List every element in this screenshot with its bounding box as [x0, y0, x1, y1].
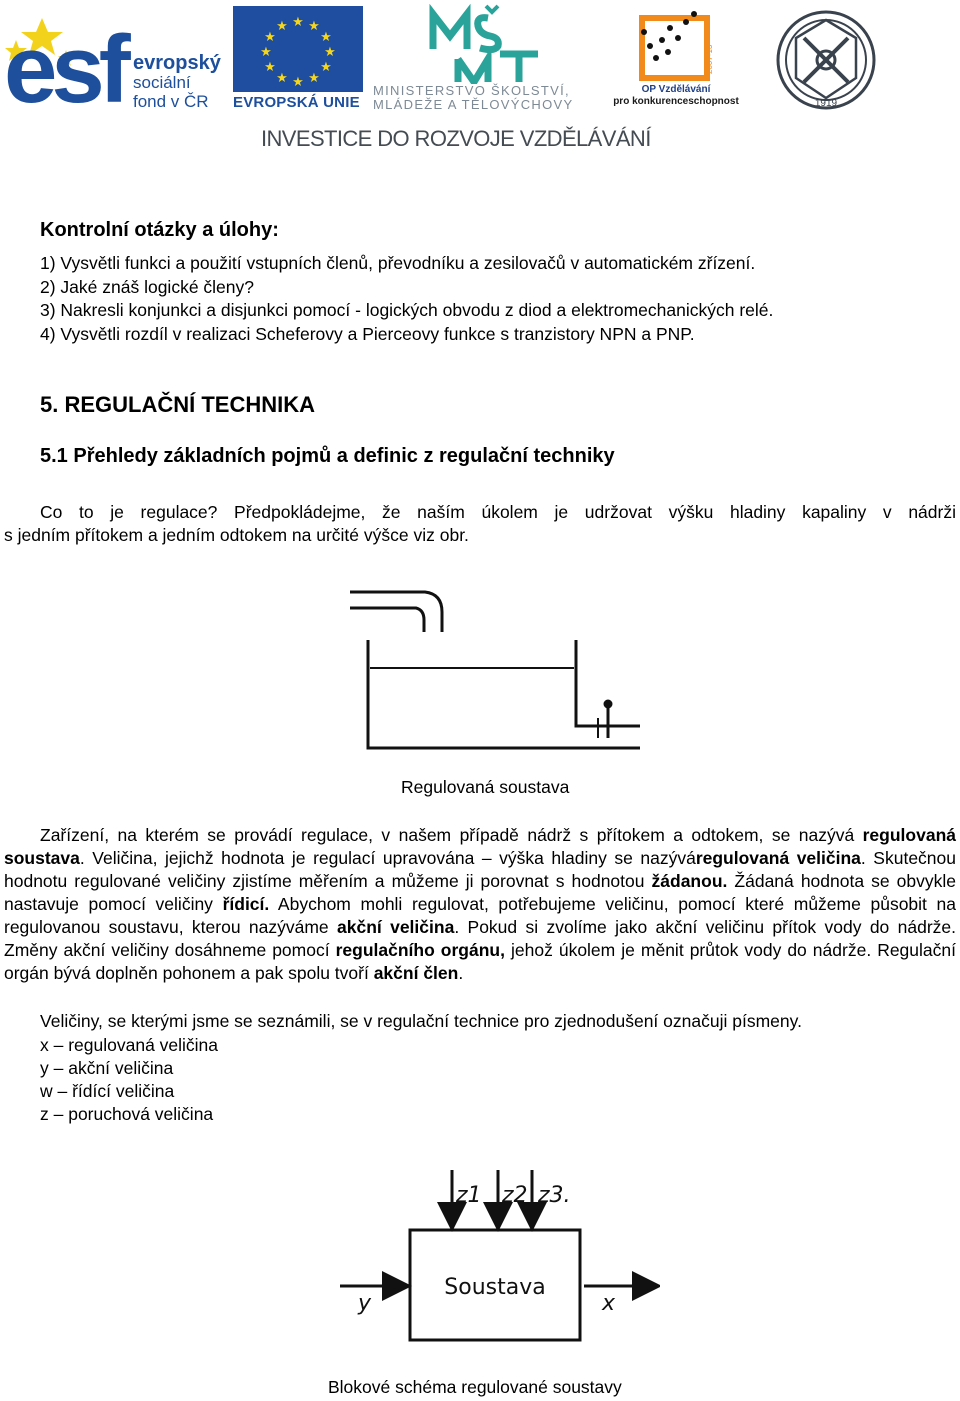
svg-text:★: ★ [292, 74, 304, 89]
chapter-title: 5. REGULAČNÍ TECHNIKA [40, 392, 316, 417]
esf-line-1: evropský [133, 52, 221, 74]
z3-label: z3. [538, 1183, 571, 1208]
svg-text:★: ★ [264, 59, 276, 74]
question-item: 3) Nakresli konjunkci a disjunkci pomocí - logických obvodu z diod a elektromechanických relé. [40, 300, 774, 320]
msmt-line-2: MLÁDEŽE A TĚLOVÝCHOVY [373, 97, 574, 112]
svg-text:★: ★ [276, 70, 288, 85]
seal-year: 1919 [814, 98, 838, 109]
intro-line-1-text: Co to je regulace? Předpokládejme, že naším úkolem je udržovat výšku hladiny kapaliny v nádrži [40, 502, 956, 522]
op-line-2: pro konkurenceschopnost [613, 96, 739, 107]
svg-text:★: ★ [276, 18, 288, 33]
symbol-item: y – akční veličina [40, 1058, 174, 1078]
symbol-list [40, 1034, 218, 1126]
inflow-pipe-inner [350, 608, 424, 632]
z2-label: z2 [502, 1183, 528, 1208]
tank-wall [368, 640, 640, 748]
inflow-pipe [350, 592, 442, 632]
msmt-logo-icon [428, 4, 548, 84]
eu-flag-icon [233, 6, 363, 92]
y-label: y [358, 1291, 372, 1316]
esf-wordmark: esf [4, 16, 125, 123]
question-item: 1) Vysvětli funkci a použití vstupních členů, převodníku a zesilovačů v automatickém zřízení. [40, 253, 756, 273]
questions-title: Kontrolní otázky a úlohy: [40, 219, 279, 241]
text-run: Abychom mohli regulovat, potřebujeme veličinu, pomocí které můžeme působit na regulovanou soustavu, kterou nazýváme [4, 894, 956, 937]
tank-diagram [330, 570, 670, 780]
figure2-caption: Blokové schéma regulované soustavy [328, 1377, 622, 1397]
text-run: Zařízení, na kterém se provádí regulace, v našem případě nádrž s přítokem a odtokem, se nazývá [40, 825, 855, 845]
intro-line-1 [40, 501, 956, 524]
body-paragraph-2: Veličiny, se kterými jsme se seznámili, se v regulační technice pro zjednodušení označuji písmeny. [40, 1011, 802, 1031]
text-run: . Skutečnou hodnotu regulované veličiny zjistíme měřením a můžeme ji porovnat s hodnotou [4, 848, 957, 891]
block-diagram [340, 1150, 660, 1350]
term-bold: akční člen [373, 963, 459, 983]
investice-banner: INVESTICE DO ROZVOJE VZDĚLÁVÁNÍ [261, 126, 651, 151]
question-item: 4) Vysvětli rozdíl v realizaci Scheferovy a Pierceovy funkce s tranzistory NPN a PNP. [40, 323, 695, 344]
system-label: Soustava [444, 1275, 546, 1300]
svg-text:★: ★ [320, 59, 332, 74]
term-bold: akční veličina [337, 917, 455, 937]
text-run: . [458, 963, 464, 983]
esf-line-3: fond v ČR [133, 92, 209, 111]
question-item: 2) Jaké znáš logické členy? [40, 276, 254, 297]
symbol-item: x – regulovaná veličina [40, 1035, 219, 1055]
svg-text:★: ★ [260, 44, 272, 59]
text-run: Žádaná hodnota se obvykle nastavuje pomocí veličiny [4, 871, 956, 914]
symbol-item: z – poruchová veličina [40, 1104, 214, 1124]
term-bold: regulovaná soustava [4, 825, 956, 868]
svg-text:★: ★ [308, 18, 320, 33]
msmt-label [373, 84, 573, 112]
body-paragraph-1 [4, 824, 956, 985]
esf-line-2: sociální [133, 73, 191, 92]
term-bold: regulovaná veličina [695, 848, 861, 868]
school-seal-icon [774, 8, 878, 112]
header-logos [0, 0, 960, 160]
figure1-caption: Regulovaná soustava [401, 777, 570, 797]
z1-label: z1 [456, 1183, 482, 1208]
op-label [606, 84, 746, 108]
chapter-subtitle: 5.1 Přehledy základních pojmů a definic z regulační techniky [40, 445, 615, 467]
msmt-line-1: MINISTERSTVO ŠKOLSTVÍ, [373, 83, 570, 98]
intro-line-2: s jedním přítokem a jedním odtokem na určité výšce viz obr. [4, 525, 469, 545]
text-run: . Pokud si zvolíme jako akční veličinu přítok vody do nádrže. Změny akční veličiny dosáhneme pomocí [4, 917, 956, 960]
eu-label: EVROPSKÁ UNIE [233, 94, 360, 111]
term-bold: regulačního orgánu, [335, 940, 505, 960]
term-bold: řídicí. [222, 894, 270, 914]
x-label: x [602, 1291, 616, 1316]
op-logo-icon [632, 8, 722, 88]
svg-text:★: ★ [292, 14, 304, 29]
svg-text:★: ★ [264, 29, 276, 44]
esf-caption [133, 54, 221, 111]
questions-list [40, 252, 940, 346]
op-line-1: OP Vzdělávání [641, 84, 711, 95]
svg-text:★: ★ [320, 29, 332, 44]
text-run: . Veličina, jejichž hodnota je regulací upravována – výška hladiny se nazývá [79, 848, 696, 868]
svg-text:★: ★ [324, 44, 336, 59]
text-run: jehož úkolem je měnit průtok vody do nádrže. Regulační orgán bývá doplněn pohonem a pak spolu tvoří [4, 940, 956, 983]
svg-text:★: ★ [308, 70, 320, 85]
term-bold: žádanou. [651, 871, 728, 891]
symbol-item: w – řídící veličina [40, 1081, 175, 1101]
op-years: 2007-13 [705, 44, 714, 74]
